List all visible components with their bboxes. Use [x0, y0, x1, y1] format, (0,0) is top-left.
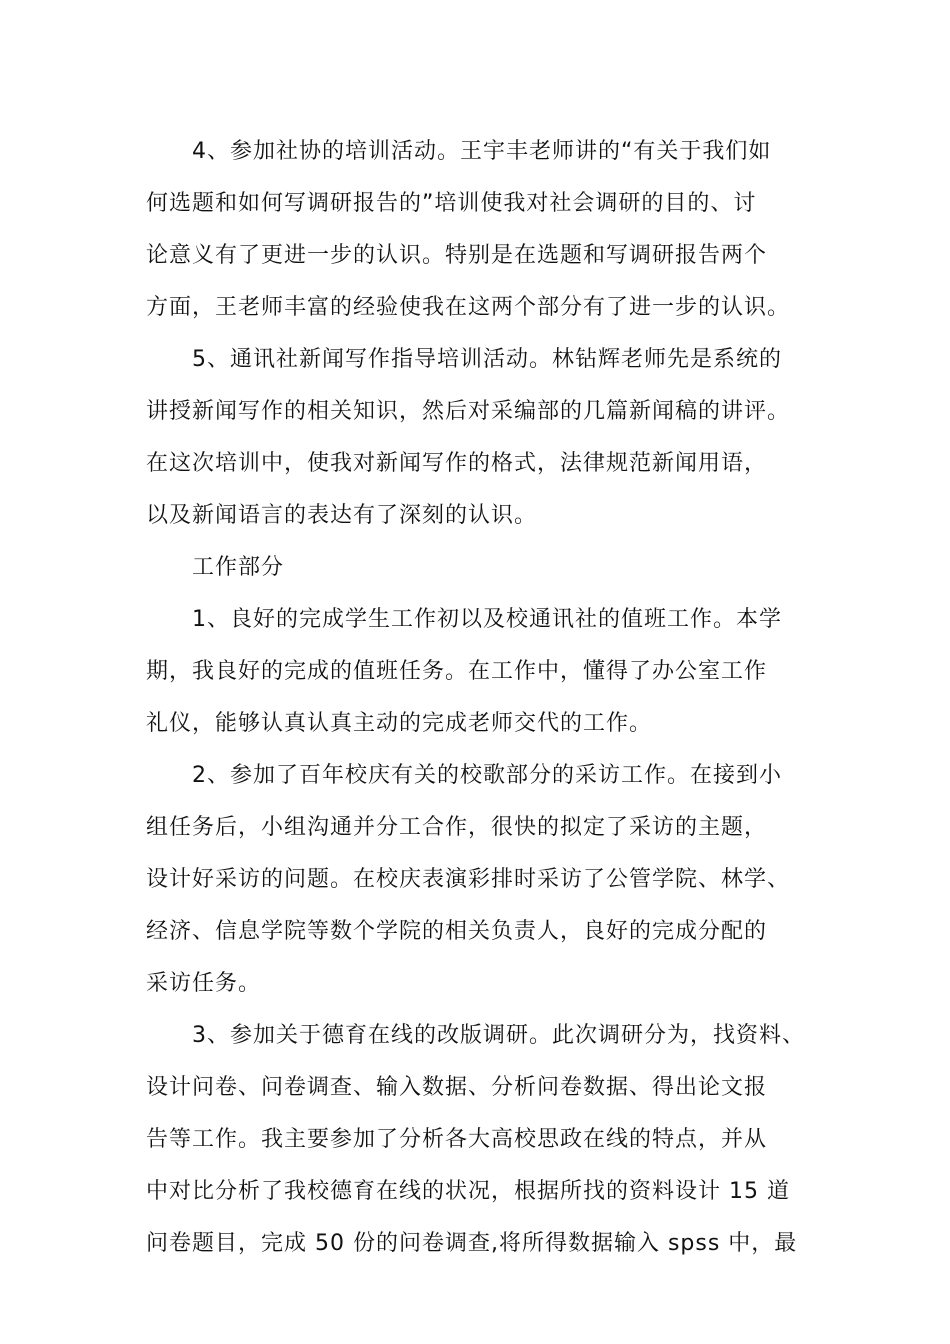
- paragraph-line: 告等工作。我主要参加了分析各大高校思政在线的特点，并从: [146, 1127, 768, 1152]
- paragraph-line: 礼仪，能够认真认真主动的完成老师交代的工作。: [146, 711, 653, 736]
- paragraph-line: 中对比分析了我校德育在线的状况，根据所找的资料设计 15 道: [146, 1179, 790, 1204]
- paragraph-line: 设计问卷、问卷调查、输入数据、分析问卷数据、得出论文报: [146, 1075, 768, 1100]
- paragraph-line: 4、参加社协的培训活动。王宇丰老师讲的“有关于我们如: [192, 139, 772, 164]
- paragraph-line: 以及新闻语言的表达有了深刻的认识。: [146, 503, 538, 528]
- paragraph-line: 何选题和如何写调研报告的”培训使我对社会调研的目的、讨: [146, 191, 757, 216]
- paragraph-line: 2、参加了百年校庆有关的校歌部分的采访工作。在接到小: [192, 763, 782, 788]
- paragraph-line: 经济、信息学院等数个学院的相关负责人，良好的完成分配的: [146, 919, 768, 944]
- paragraph-line: 3、参加关于德育在线的改版调研。此次调研分为，找资料、: [192, 1023, 805, 1048]
- paragraph-line: 讲授新闻写作的相关知识，然后对采编部的几篇新闻稿的讲评。: [146, 399, 791, 424]
- paragraph-line: 方面，王老师丰富的经验使我在这两个部分有了进一步的认识。: [146, 295, 791, 320]
- paragraph-line: 设计好采访的问题。在校庆表演彩排时采访了公管学院、林学、: [146, 867, 791, 892]
- paragraph-line: 问卷题目，完成 50 份的问卷调查,将所得数据输入 spss 中，最: [146, 1231, 798, 1256]
- section-heading: 工作部分: [192, 555, 285, 580]
- document-page: [146, 126, 816, 1270]
- paragraph-line: 采访任务。: [146, 971, 262, 996]
- paragraph-line: 组任务后，小组沟通并分工合作，很快的拟定了采访的主题，: [146, 815, 768, 840]
- paragraph-line: 在这次培训中，使我对新闻写作的格式，法律规范新闻用语，: [146, 451, 768, 476]
- paragraph-line: 期，我良好的完成的值班任务。在工作中，懂得了办公室工作: [146, 659, 768, 684]
- paragraph-line: 论意义有了更进一步的认识。特别是在选题和写调研报告两个: [146, 243, 768, 268]
- paragraph-line: 5、通讯社新闻写作指导培训活动。林钻辉老师先是系统的: [192, 347, 782, 372]
- paragraph-line: 1、良好的完成学生工作初以及校通讯社的值班工作。本学: [192, 607, 782, 632]
